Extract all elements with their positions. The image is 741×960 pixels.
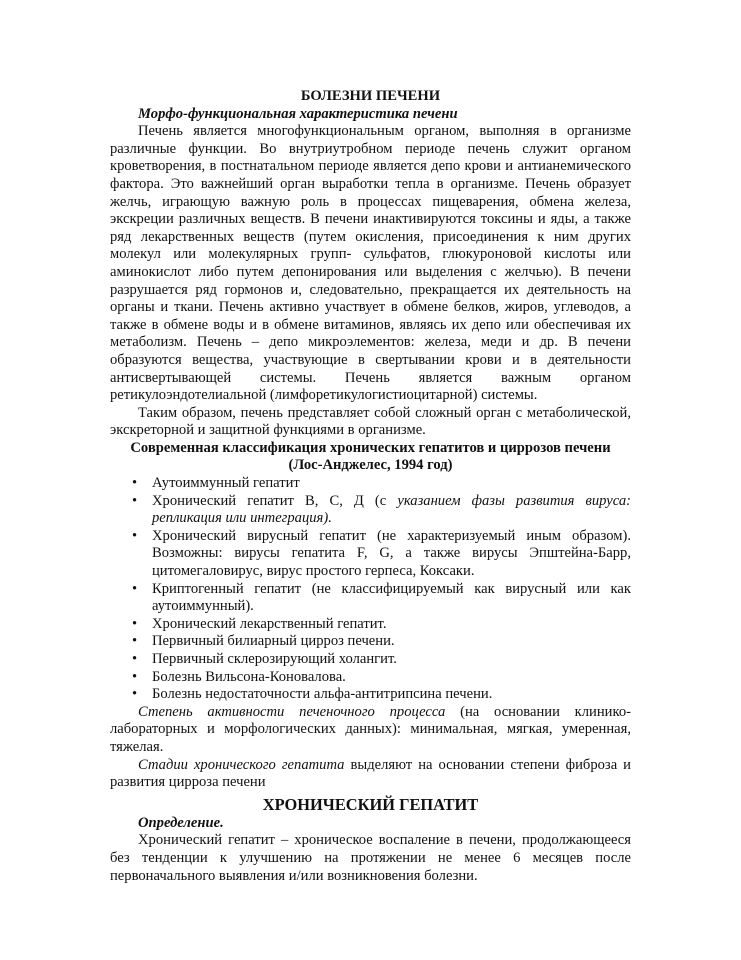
classification-list — [110, 475, 631, 704]
paragraph-liver-functions: Печень является многофункциональным органом, выполняя в организме различные функции. Во внутриутробном периоде печень служит органом кроветворения, в постнатальном периоде является депо крови и антианемического фактора. Это важнейший орган выработки тепла в организме. Печень образует желчь, играющую важную роль в процессах пищеварения, обмена железа, экскреции различных веществ. В печени инактивируются токсины и яды, а также ряд лекарственных веществ (путем окисления, присоединения к ним других молекул или молекулярных групп- сульфатов, глюкуроновой кислоты или аминокислот либо путем депонирования или выделения с желчью). В печени разрушается ряд гормонов и, следовательно, прекращается их деятельность на органы и ткани. Печень активно участвует в обмене белков, жиров, углеводов, а также в обмене воды и в обмене витаминов, являясь их депо или обеспечивая их метаболизм. Печень – депо микроэлементов: железа, меди и др. В печени образуются вещества, участвующие в свертывании крови и в деятельности антисвертывающей системы. Печень является важным органом ретикулоэндотелиальной (лимфоретикулогистиоцитарной) системы. — [110, 123, 631, 404]
bullet-icon: • — [132, 633, 138, 650]
list-item: • Хронический вирусный гепатит (не характеризуемый иным образом). Возможны: вирусы гепатита F, G, а также вирусы Эпштейна-Барр, цитомегаловирус, вирус простого герпеса, Коксаки. — [132, 527, 631, 580]
section-subtitle: Морфо-функциональная характеристика печени — [138, 105, 458, 122]
paragraph-definition: Хронический гепатит – хроническое воспаление в печени, продолжающееся без тенденции к улучшению на протяжении не менее 6 месяцев после первоначального выявления и/или возникновения болезни. — [110, 832, 631, 884]
definition-label: Определение. — [138, 814, 224, 831]
list-item: • Хронический гепатит В, С, Д (с указанием фазы развития вируса: репликация или интеграция). — [132, 492, 631, 527]
paragraph-stages: Стадии хронического гепатита выделяют на основании степени фиброза и развития цирроза печени — [110, 756, 631, 791]
bullet-icon: • — [132, 580, 138, 597]
list-item: • Криптогенный гепатит (не классифицируемый как вирусный или как аутоиммунный). — [132, 580, 631, 615]
bullet-icon: • — [132, 527, 138, 544]
bullet-icon: • — [132, 492, 138, 509]
bullet-icon: • — [132, 475, 138, 492]
paragraph-activity: Степень активности печеночного процесса (на основании клинико-лабораторных и морфологических данных): минимальная, мягкая, умеренная, тяжелая. — [110, 703, 631, 755]
chronic-hepatitis-heading: ХРОНИЧЕСКИЙ ГЕПАТИТ — [262, 794, 479, 814]
list-item: • Хронический лекарственный гепатит. — [132, 615, 387, 632]
list-item: • Аутоиммунный гепатит — [132, 475, 300, 492]
list-item: • Болезнь недостаточности альфа-антитрипсина печени. — [132, 686, 493, 703]
list-item: • Первичный склерозирующий холангит. — [132, 651, 397, 667]
classification-subheading: (Лос-Анджелес, 1994 год) — [288, 457, 453, 474]
page-title: БОЛЕЗНИ ПЕЧЕНИ — [300, 88, 441, 104]
bullet-icon: • — [132, 651, 138, 667]
list-item: • Первичный билиарный цирроз печени. — [132, 633, 395, 650]
paragraph-summary: Таким образом, печень представляет собой сложный орган с метаболической, экскреторной и защитной функциями в организме. — [110, 404, 631, 439]
list-item: • Болезнь Вильсона-Коновалова. — [132, 668, 346, 685]
bullet-icon: • — [132, 668, 138, 685]
bullet-icon: • — [132, 686, 138, 703]
bullet-icon: • — [132, 615, 138, 632]
classification-heading: Современная классификация хронических гепатитов и циррозов печени — [130, 439, 611, 456]
